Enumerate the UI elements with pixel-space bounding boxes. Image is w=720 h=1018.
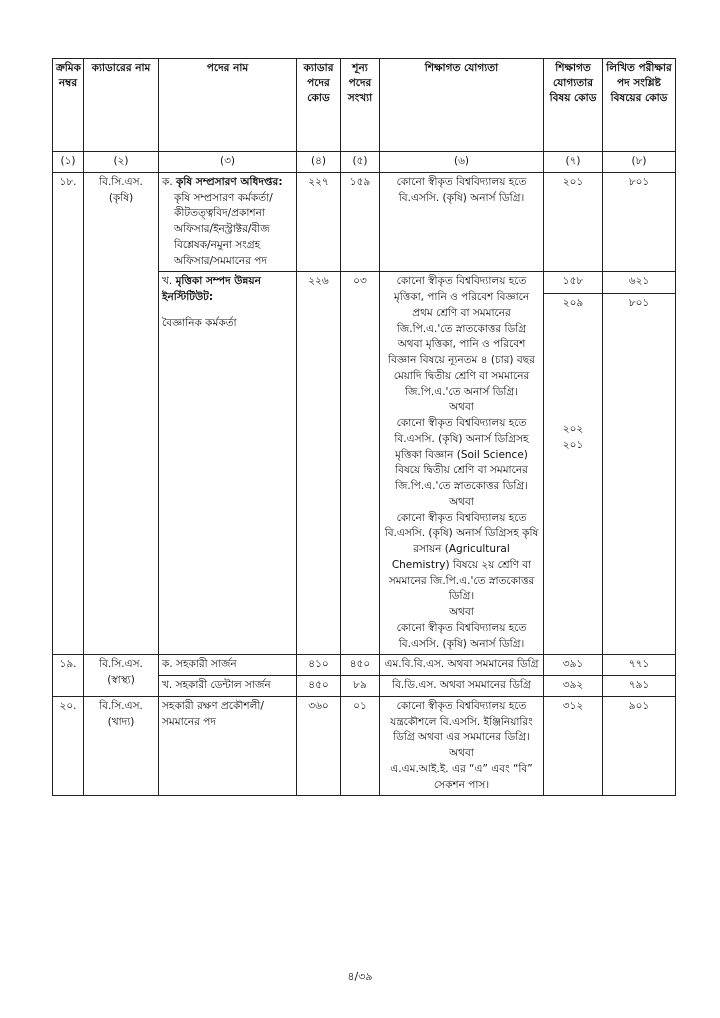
vacancy-cell: ৮৯: [341, 676, 380, 697]
written-code-cell: [603, 272, 676, 655]
col-number: (৭): [544, 152, 603, 173]
col-number: (৪): [297, 152, 341, 173]
header-written-subject-code: লিখিত পরীক্ষার পদ সংশ্লিষ্ট বিষয়ের কোড: [603, 59, 676, 152]
cadre-cell: বি.সি.এস. (কৃষি): [84, 172, 159, 655]
qualification-option: কোনো স্বীকৃত বিশ্ববিদ্যালয় হতে বি.এসসি. (কৃষি) অনার্স ডিগ্রিসহ মৃত্তিকা বিজ্ঞান (Soil Science) বিষয়ে দ্বিতীয় শ্রেণি বা সমমানের জি.পি.এ.'তে স্নাতকোত্তর ডিগ্রি।: [394, 417, 529, 492]
qualification-cell: কোনো স্বীকৃত বিশ্ববিদ্যালয় হতে বি.এসসি. (কৃষি) অনার্স ডিগ্রি।: [380, 172, 544, 272]
cadre-code-cell: ৩৬০: [297, 696, 341, 796]
qual-code: ২০৯: [544, 293, 602, 312]
qual-code-cell: ২০১: [544, 172, 603, 272]
header-cadre-name: ক্যাডারের নাম: [84, 59, 159, 152]
qualification-cell: [380, 272, 544, 655]
qualification-option: কোনো স্বীকৃত বিশ্ববিদ্যালয় হতে যন্ত্রকৌশলে বি.এসসি. ইঞ্জিনিয়ারিং ডিগ্রি অথবা এর সমমানের ডিগ্রি।: [390, 699, 533, 744]
col-number: (৬): [380, 152, 544, 173]
or-text: অথবা: [449, 401, 474, 414]
written-code-cell: ৯০১: [603, 696, 676, 796]
header-qual-subject-code: শিক্ষাগত যোগ্যতার বিষয় কোড: [544, 59, 603, 152]
written-code-cell: ৮০১: [603, 172, 676, 272]
cadre-code-cell: ৪১০: [297, 655, 341, 676]
table-row: [53, 655, 676, 676]
vacancy-cell: ০১: [341, 696, 380, 796]
cadre-cell: বি.সি.এস. (স্বাস্থ্য): [84, 655, 159, 697]
or-text: অথবা: [449, 606, 474, 618]
cadre-code-cell: ২২৭: [297, 172, 341, 272]
header-qualification: শিক্ষাগত যোগ্যতা: [380, 59, 544, 152]
qual-code-cell: [544, 272, 603, 655]
qualification-option: এ.এম.আই.ই. এর “এ” এবং “বি” সেকশন পাস।: [390, 762, 533, 791]
vacancy-cell: ১৫৯: [341, 172, 380, 272]
post-list: কৃষি সম্প্রসারণ কর্মকর্তা/ কীটতত্ত্ববিদ/প্রকাশনা অফিসার/ইনস্ট্রাক্টর/বীজ বিশ্লেষক/নমুনা সংগ্রহ অফিসার/সমমানের পদ: [174, 191, 273, 267]
col-number: (৩): [159, 152, 297, 173]
post-cell: [159, 172, 297, 272]
post-cell: সহকারী রক্ষণ প্রকৌশলী/ সমমানের পদ: [159, 696, 297, 796]
col-number: (১): [53, 152, 84, 173]
qual-code-cell: ৩১২: [544, 696, 603, 796]
qualification-cell: বি.ডি.এস. অথবা সমমানের ডিগ্রি: [380, 676, 544, 697]
header-serial: ক্রমিক নম্বর: [53, 59, 84, 152]
or-text: অথবা: [449, 747, 474, 759]
office-name: মৃত্তিকা সম্পদ উন্নয়ন ইনস্টিটিউট:: [162, 275, 261, 303]
serial-cell: ১৮.: [53, 172, 84, 655]
cadre-cell: বি.সি.এস. (খাদ্য): [84, 696, 159, 796]
qual-code: ২০২: [562, 422, 584, 435]
post-cell: ক. সহকারী সার্জন: [159, 655, 297, 676]
qual-code: ১৫৮: [562, 275, 584, 288]
header-post-name: পদের নাম: [159, 59, 297, 152]
qualification-cell: এম.বি.বি.এস. অথবা সমমানের ডিগ্রি: [380, 655, 544, 676]
qual-code-cell: ৩৯২: [544, 676, 603, 697]
office-name: কৃষি সম্প্রসারণ অধিদপ্তর:: [176, 175, 283, 188]
cadre-table: [52, 58, 676, 796]
qual-code: ২০১: [562, 438, 584, 451]
qualification-cell: [380, 696, 544, 796]
header-cadre-post-code: ক্যাডার পদের কোড: [297, 59, 341, 152]
page-number: ৪/৩৯: [347, 970, 373, 983]
qualification-option: কোনো স্বীকৃত বিশ্ববিদ্যালয় হতে বি.এসসি. (কৃষি) অনার্স ডিগ্রিসহ কৃষি রসায়ন (Agricultural Chemistry) বিষয়ে ২য় শ্রেণি বা সমমানের জি.পি.এ.'তে স্নাতকোত্তর ডিগ্রি।: [384, 511, 539, 603]
table-row: [53, 696, 676, 796]
vacancy-cell: ০৩: [341, 272, 380, 655]
header-row: [53, 59, 676, 152]
written-code-cell: ৭৭১: [603, 655, 676, 676]
qual-code-cell: ৩৯১: [544, 655, 603, 676]
col-number: (২): [84, 152, 159, 173]
post-cell: খ. সহকারী ডেন্টাল সার্জন: [159, 676, 297, 697]
serial-cell: ২০.: [53, 696, 84, 796]
post-prefix: খ.: [162, 275, 173, 288]
post-prefix: ক.: [162, 175, 173, 188]
qualification-option: কোনো স্বীকৃত বিশ্ববিদ্যালয় হতে বি.এসসি. (কৃষি) অনার্স ডিগ্রি।: [396, 621, 527, 650]
or-text: অথবা: [449, 495, 474, 508]
col-number: (৮): [603, 152, 676, 173]
cadre-code-cell: ৪৫০: [297, 676, 341, 697]
vacancy-cell: ৪৫০: [341, 655, 380, 676]
table-row: [53, 172, 676, 272]
post-list: বৈজ্ঞানিক কর্মকর্তা: [162, 316, 237, 329]
serial-cell: ১৯.: [53, 655, 84, 697]
header-vacancy: শূন্য পদের সংখ্যা: [341, 59, 380, 152]
post-cell: [159, 272, 297, 655]
written-code: ৮০১: [603, 293, 675, 312]
column-number-row: [53, 152, 676, 173]
col-number: (৫): [341, 152, 380, 173]
written-code: ৬২১: [628, 275, 650, 288]
qualification-option: কোনো স্বীকৃত বিশ্ববিদ্যালয় হতে মৃত্তিকা, পানি ও পরিবেশ বিজ্ঞানে প্রথম শ্রেণি বা সমমানের জি.পি.এ.'তে স্নাতকোত্তর ডিগ্রি অথবা মৃত্তিকা, পানি ও পরিবেশ বিজ্ঞান বিষয়ে ন্যূনতম ৪ (চার) বছর মেয়াদি দ্বিতীয় শ্রেণি বা সমমানের জি.পি.এ.'তে অনার্স ডিগ্রি।: [388, 275, 535, 398]
cadre-code-cell: ২২৬: [297, 272, 341, 655]
written-code-cell: ৭৯১: [603, 676, 676, 697]
